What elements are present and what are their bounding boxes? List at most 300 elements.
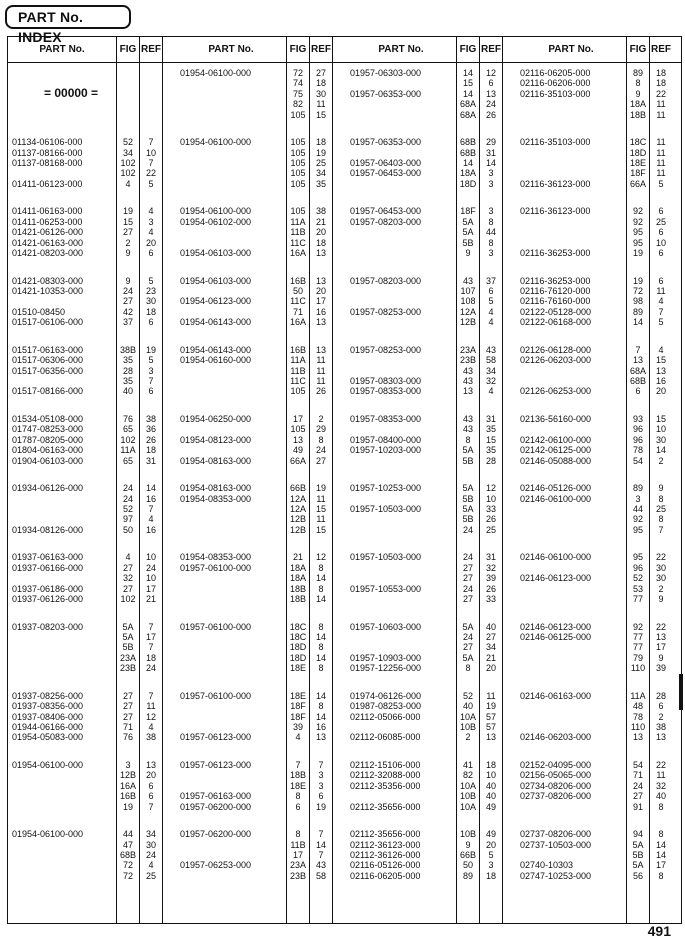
ref-number: 34 bbox=[485, 365, 496, 376]
ref-number: 13 bbox=[315, 248, 326, 258]
part-number: 02156-05065-000 bbox=[520, 770, 592, 781]
fig-number: 37 bbox=[122, 317, 133, 328]
fig-number: 105 bbox=[290, 386, 306, 397]
ref-number: 38 bbox=[315, 206, 326, 217]
fig-number: 7 bbox=[635, 344, 641, 355]
fig-number: 18A bbox=[289, 573, 306, 584]
ref-number: 21 bbox=[485, 652, 496, 663]
header-part-no: PART No. bbox=[208, 44, 254, 55]
fig-number: 18C bbox=[289, 632, 307, 642]
fig-number: 72 bbox=[632, 286, 643, 296]
fig-number: 16A bbox=[119, 780, 136, 791]
fig-number: 71 bbox=[122, 722, 133, 732]
ref-number: 7 bbox=[148, 504, 154, 514]
ref-number: 30 bbox=[655, 562, 666, 573]
fig-number: 47 bbox=[122, 839, 133, 850]
header-ref: REF bbox=[141, 44, 161, 55]
fig-number: 5A bbox=[632, 839, 644, 850]
fig-number: 15 bbox=[462, 78, 473, 89]
fig-number: 89 bbox=[632, 483, 643, 494]
part-number: 01957-08203-000 bbox=[350, 275, 422, 286]
fig-number: 66B bbox=[289, 483, 306, 494]
fig-number: 35 bbox=[122, 376, 133, 386]
ref-number: 7 bbox=[148, 158, 154, 168]
part-number: 01954-08353-000 bbox=[180, 493, 252, 504]
ref-number: 25 bbox=[485, 524, 496, 535]
ref-number: 7 bbox=[148, 137, 154, 148]
fig-number: 5A bbox=[462, 652, 474, 663]
ref-number: 13 bbox=[315, 732, 326, 743]
part-number: 02146-05088-000 bbox=[520, 455, 592, 466]
fig-number: 18D bbox=[289, 642, 307, 653]
part-number: 02116-36253-000 bbox=[520, 248, 591, 258]
fig-number: 43 bbox=[462, 376, 473, 386]
ref-number: 11 bbox=[316, 514, 326, 525]
fig-number: 9 bbox=[465, 248, 471, 258]
fig-number: 23B bbox=[459, 355, 476, 366]
part-number: 01957-06453-000 bbox=[350, 206, 422, 217]
fig-number: 71 bbox=[292, 306, 303, 317]
fig-number: 91 bbox=[632, 801, 643, 812]
ref-number: 7 bbox=[318, 829, 324, 840]
part-number: 01411-06123-000 bbox=[12, 178, 83, 189]
fig-number: 95 bbox=[632, 552, 643, 563]
ref-number: 13 bbox=[315, 344, 326, 355]
part-number: 01957-06200-000 bbox=[180, 829, 252, 840]
fig-number: 11A bbox=[630, 690, 646, 701]
ref-number: 6 bbox=[148, 791, 154, 802]
ref-number: 31 bbox=[485, 147, 496, 158]
part-number: 02116-06205-000 bbox=[350, 870, 421, 881]
fig-number: 24 bbox=[462, 583, 473, 594]
fig-number: 11C bbox=[290, 376, 306, 386]
fig-number: 75 bbox=[292, 88, 303, 99]
ref-number: 29 bbox=[315, 424, 326, 435]
ref-number: 16 bbox=[315, 722, 326, 732]
part-number: 01957-10253-000 bbox=[350, 483, 422, 494]
fig-number: 18F bbox=[290, 701, 306, 712]
ref-number: 12 bbox=[485, 483, 496, 494]
fig-number: 13 bbox=[292, 434, 303, 445]
part-number: 02142-06125-000 bbox=[520, 445, 592, 456]
fig-number: 12B bbox=[289, 514, 306, 525]
fig-number: 5A bbox=[632, 860, 644, 871]
ref-number: 8 bbox=[658, 493, 664, 504]
part-number: 02737-10503-000 bbox=[520, 839, 592, 850]
part-number: 02146-06100-000 bbox=[520, 552, 592, 563]
fig-number: 68B bbox=[119, 850, 136, 860]
fig-number: 5A bbox=[462, 216, 474, 227]
part-number: 02740-10303 bbox=[520, 860, 574, 871]
fig-number: 76 bbox=[122, 732, 133, 743]
ref-number: 4 bbox=[488, 317, 494, 328]
fig-number: 5A bbox=[462, 621, 474, 632]
part-number: 01954-06100-000 bbox=[180, 68, 252, 78]
ref-number: 6 bbox=[658, 248, 664, 258]
fig-number: 43 bbox=[462, 275, 473, 286]
part-number: 02122-06168-000 bbox=[520, 317, 592, 328]
ref-number: 33 bbox=[485, 594, 496, 604]
ref-number: 11 bbox=[656, 168, 666, 179]
ref-number: 18 bbox=[315, 78, 326, 89]
ref-number: 17 bbox=[145, 583, 156, 594]
ref-number: 3 bbox=[148, 216, 154, 227]
part-number: 01954-05083-000 bbox=[12, 732, 84, 743]
part-number: 01987-08253-000 bbox=[350, 701, 422, 712]
ref-number: 3 bbox=[488, 860, 494, 871]
ref-number: 2 bbox=[658, 455, 664, 466]
fig-number: 7 bbox=[295, 760, 301, 770]
part-number: 01957-06453-000 bbox=[350, 168, 422, 179]
fig-number: 24 bbox=[462, 552, 473, 563]
ref-number: 31 bbox=[485, 414, 496, 424]
ref-number: 19 bbox=[315, 483, 326, 494]
fig-number: 68A bbox=[459, 109, 476, 120]
fig-number: 13 bbox=[632, 732, 643, 743]
fig-number: 19 bbox=[122, 801, 133, 812]
fig-number: 23B bbox=[289, 870, 306, 881]
column-group-divider bbox=[162, 37, 163, 923]
ref-number: 12 bbox=[485, 68, 496, 78]
fig-number: 52 bbox=[122, 137, 133, 148]
fig-number: 65 bbox=[122, 455, 133, 466]
ref-number: 17 bbox=[145, 632, 156, 642]
fig-number: 11B bbox=[290, 227, 306, 238]
header-fig: FIG bbox=[289, 44, 307, 55]
fig-number: 18A bbox=[459, 168, 476, 179]
fig-number: 43 bbox=[462, 365, 473, 376]
fig-number: 3 bbox=[125, 760, 131, 770]
fig-number: 16A bbox=[289, 317, 306, 328]
ref-number: 11 bbox=[316, 376, 326, 386]
ref-number: 7 bbox=[318, 760, 324, 770]
fig-number: 72 bbox=[292, 68, 303, 78]
fig-number: 10B bbox=[459, 829, 476, 840]
fig-number: 105 bbox=[290, 147, 306, 158]
part-number: 02146-06203-000 bbox=[520, 732, 592, 743]
ref-number: 18 bbox=[315, 137, 326, 148]
ref-number: 10 bbox=[145, 552, 156, 563]
ref-number: 18 bbox=[145, 445, 156, 456]
ref-number: 4 bbox=[148, 206, 154, 217]
fig-number: 5A bbox=[462, 504, 474, 514]
ref-number: 7 bbox=[658, 306, 664, 317]
ref-number: 4 bbox=[658, 296, 664, 307]
part-number: 01787-08205-000 bbox=[12, 434, 84, 445]
fig-number: 14 bbox=[462, 158, 473, 168]
ref-number: 40 bbox=[485, 621, 496, 632]
fig-number: 77 bbox=[632, 642, 643, 653]
fig-number: 10A bbox=[459, 801, 476, 812]
fig-number: 24 bbox=[122, 286, 133, 296]
ref-number: 6 bbox=[148, 248, 154, 258]
fig-number: 8 bbox=[295, 829, 301, 840]
fig-number: 9 bbox=[635, 88, 641, 99]
fig-number: 42 bbox=[122, 306, 133, 317]
header-fig: FIG bbox=[119, 44, 137, 55]
part-number: 02122-05128-000 bbox=[520, 306, 592, 317]
part-number: 01937-06126-000 bbox=[12, 594, 84, 604]
fig-number: 27 bbox=[462, 642, 473, 653]
ref-number: 43 bbox=[315, 860, 326, 871]
ref-number: 35 bbox=[485, 445, 496, 456]
ref-number: 11 bbox=[656, 109, 666, 120]
part-number: 02116-35103-000 bbox=[520, 137, 591, 148]
fig-number: 24 bbox=[462, 632, 473, 642]
header-part-no: PART No. bbox=[39, 44, 85, 55]
ref-number: 37 bbox=[485, 275, 496, 286]
part-number: 02146-06100-000 bbox=[520, 493, 592, 504]
ref-number: 31 bbox=[145, 455, 156, 466]
fig-number: 79 bbox=[632, 652, 643, 663]
page-tab-marker bbox=[679, 674, 683, 710]
ref-number: 11 bbox=[656, 137, 666, 148]
fig-number: 13 bbox=[632, 355, 643, 366]
ref-number: 16 bbox=[145, 524, 156, 535]
fig-number: 92 bbox=[632, 514, 643, 525]
ref-number: 22 bbox=[655, 760, 666, 770]
fig-number: 49 bbox=[292, 445, 303, 456]
part-number: 01957-08353-000 bbox=[350, 414, 422, 424]
fig-number: 92 bbox=[632, 216, 643, 227]
fig-number: 18B bbox=[629, 109, 646, 120]
ref-number: 22 bbox=[655, 88, 666, 99]
part-number: 01954-08163-000 bbox=[180, 483, 252, 494]
ref-number: 2 bbox=[658, 711, 664, 722]
ref-number: 14 bbox=[485, 158, 496, 168]
part-number: 02737-08206-000 bbox=[520, 791, 592, 802]
ref-number: 57 bbox=[485, 722, 496, 732]
fig-number: 18F bbox=[290, 711, 306, 722]
ref-number: 15 bbox=[655, 414, 666, 424]
part-number: 01957-08253-000 bbox=[350, 344, 422, 355]
fig-number: 18E bbox=[289, 663, 306, 674]
ref-number: 40 bbox=[485, 791, 496, 802]
header-part-no: PART No. bbox=[548, 44, 594, 55]
fig-number: 5B bbox=[462, 455, 474, 466]
fig-number: 3 bbox=[635, 493, 641, 504]
ref-number: 33 bbox=[485, 504, 496, 514]
fig-number: 52 bbox=[122, 504, 133, 514]
part-number: 01957-10503-000 bbox=[350, 552, 422, 563]
ref-number: 26 bbox=[485, 514, 496, 525]
fig-number: 50 bbox=[292, 286, 303, 296]
part-number: 02116-35103-000 bbox=[520, 88, 591, 99]
ref-number: 8 bbox=[318, 434, 324, 445]
ref-number: 22 bbox=[145, 168, 156, 179]
ref-number: 6 bbox=[148, 317, 154, 328]
fig-number: 40 bbox=[462, 701, 473, 712]
part-number: 01944-06166-000 bbox=[12, 722, 84, 732]
fig-number: 68A bbox=[629, 365, 646, 376]
ref-number: 14 bbox=[315, 573, 326, 584]
ref-number: 20 bbox=[145, 770, 156, 781]
fig-number: 14 bbox=[462, 88, 473, 99]
fig-number: 27 bbox=[632, 791, 643, 802]
fig-number: 11A bbox=[290, 216, 306, 227]
fig-number: 18F bbox=[630, 168, 646, 179]
part-number: 01957-10503-000 bbox=[350, 504, 422, 514]
ref-number: 10 bbox=[655, 424, 666, 435]
ref-number: 57 bbox=[485, 711, 496, 722]
fig-number: 2 bbox=[125, 237, 131, 248]
fig-number: 89 bbox=[462, 870, 473, 881]
fig-number: 27 bbox=[122, 701, 133, 712]
ref-number: 20 bbox=[485, 663, 496, 674]
fig-number: 68B bbox=[459, 147, 476, 158]
ref-number: 3 bbox=[318, 770, 324, 781]
part-number: 02152-04095-000 bbox=[520, 760, 592, 770]
fig-number: 27 bbox=[122, 690, 133, 701]
ref-number: 20 bbox=[485, 839, 496, 850]
ref-number: 13 bbox=[485, 732, 496, 743]
part-number: 01957-08353-000 bbox=[350, 386, 422, 397]
part-number: 01137-08168-000 bbox=[12, 158, 83, 168]
fig-number: 12B bbox=[289, 524, 306, 535]
fig-number: 53 bbox=[632, 583, 643, 594]
ref-number: 30 bbox=[145, 296, 156, 307]
ref-number: 24 bbox=[145, 663, 156, 674]
ref-number: 7 bbox=[318, 850, 324, 860]
ref-number: 6 bbox=[318, 791, 324, 802]
fig-number: 18E bbox=[289, 780, 306, 791]
ref-number: 16 bbox=[145, 493, 156, 504]
part-number: 01421-08203-000 bbox=[12, 248, 84, 258]
part-number: 02146-05126-000 bbox=[520, 483, 592, 494]
part-number: 01954-06100-000 bbox=[180, 137, 252, 148]
part-number: 02734-08206-000 bbox=[520, 780, 592, 791]
part-number: 01954-08163-000 bbox=[180, 455, 252, 466]
part-number: 01957-06303-000 bbox=[350, 68, 422, 78]
ref-number: 4 bbox=[488, 386, 494, 397]
fig-number: 15 bbox=[122, 216, 133, 227]
fig-number: 11B bbox=[290, 839, 306, 850]
ref-number: 14 bbox=[315, 652, 326, 663]
fig-number: 2 bbox=[465, 732, 471, 743]
part-number: 01957-10903-000 bbox=[350, 652, 422, 663]
ref-number: 22 bbox=[655, 621, 666, 632]
header-ref: REF bbox=[651, 44, 671, 55]
part-number: 01937-08203-000 bbox=[12, 621, 84, 632]
ref-number: 29 bbox=[485, 137, 496, 148]
ref-number: 24 bbox=[145, 562, 156, 573]
ref-number: 9 bbox=[658, 594, 664, 604]
fig-number: 9 bbox=[465, 839, 471, 850]
part-number: 02126-06253-000 bbox=[520, 386, 592, 397]
fig-number: 66A bbox=[289, 455, 306, 466]
ref-number: 19 bbox=[485, 701, 496, 712]
part-number: 01957-08203-000 bbox=[350, 216, 422, 227]
fig-number: 44 bbox=[632, 504, 643, 514]
part-number: 01747-08253-000 bbox=[12, 424, 84, 435]
ref-number: 8 bbox=[658, 801, 664, 812]
fig-number: 23A bbox=[459, 344, 476, 355]
part-number: 02146-06123-000 bbox=[520, 573, 592, 584]
fig-number: 66A bbox=[629, 178, 646, 189]
ref-number: 8 bbox=[658, 829, 664, 840]
ref-number: 14 bbox=[315, 711, 326, 722]
ref-number: 21 bbox=[145, 594, 156, 604]
fig-number: 27 bbox=[122, 711, 133, 722]
fig-number: 14 bbox=[632, 317, 643, 328]
part-number: 02116-06206-000 bbox=[520, 78, 591, 89]
ref-number: 27 bbox=[315, 455, 326, 466]
fig-number: 17 bbox=[292, 850, 303, 860]
ref-number: 14 bbox=[315, 839, 326, 850]
ref-number: 5 bbox=[488, 296, 494, 307]
fig-number: 94 bbox=[632, 829, 643, 840]
fig-number: 105 bbox=[290, 206, 306, 217]
fig-number: 18D bbox=[459, 178, 477, 189]
part-number: 02116-36123-000 bbox=[520, 178, 591, 189]
ref-number: 30 bbox=[655, 434, 666, 445]
fig-number: 18D bbox=[289, 652, 307, 663]
fig-number: 72 bbox=[122, 860, 133, 871]
ref-number: 3 bbox=[488, 168, 494, 179]
ref-number: 24 bbox=[315, 445, 326, 456]
part-number: 01937-06186-000 bbox=[12, 583, 84, 594]
part-number: 01957-06403-000 bbox=[350, 158, 422, 168]
fig-number: 5B bbox=[462, 493, 474, 504]
part-number: 01517-06163-000 bbox=[12, 344, 84, 355]
ref-number: 32 bbox=[655, 780, 666, 791]
ref-number: 12 bbox=[315, 552, 326, 563]
ref-number: 18 bbox=[655, 68, 666, 78]
fig-number: 105 bbox=[290, 178, 306, 189]
ref-number: 8 bbox=[318, 642, 324, 653]
fig-number: 6 bbox=[295, 801, 301, 812]
ref-number: 8 bbox=[318, 701, 324, 712]
fig-number: 16B bbox=[289, 344, 306, 355]
ref-number: 14 bbox=[145, 483, 156, 494]
ref-number: 7 bbox=[148, 642, 154, 653]
ref-number: 11 bbox=[316, 365, 326, 376]
fig-number: 5B bbox=[462, 237, 474, 248]
ref-number: 25 bbox=[315, 158, 326, 168]
ref-number: 10 bbox=[485, 493, 496, 504]
fig-number: 54 bbox=[632, 760, 643, 770]
fig-number: 48 bbox=[632, 701, 643, 712]
fig-number: 18A bbox=[289, 562, 306, 573]
fig-number: 18B bbox=[289, 583, 306, 594]
fig-number: 19 bbox=[632, 275, 643, 286]
ref-number: 18 bbox=[655, 78, 666, 89]
fig-number: 92 bbox=[632, 206, 643, 217]
ref-number: 34 bbox=[145, 829, 156, 840]
ref-number: 25 bbox=[145, 870, 156, 881]
ref-number: 8 bbox=[318, 663, 324, 674]
fig-number: 8 bbox=[635, 78, 641, 89]
part-number: 01517-06106-000 bbox=[12, 317, 84, 328]
ref-number: 11 bbox=[316, 99, 326, 110]
ref-number: 43 bbox=[485, 344, 496, 355]
part-number: 02116-05126-000 bbox=[350, 860, 421, 871]
ref-number: 36 bbox=[145, 424, 156, 435]
ref-number: 11 bbox=[316, 493, 326, 504]
part-number: 01957-10203-000 bbox=[350, 445, 422, 456]
part-number: 01954-06143-000 bbox=[180, 317, 252, 328]
fig-number: 72 bbox=[122, 870, 133, 881]
fig-number: 68A bbox=[459, 99, 476, 110]
ref-number: 7 bbox=[148, 801, 154, 812]
ref-number: 4 bbox=[148, 860, 154, 871]
ref-number: 38 bbox=[145, 414, 156, 424]
part-number: 01957-06353-000 bbox=[350, 88, 422, 99]
part-number: 01517-08166-000 bbox=[12, 386, 84, 397]
ref-number: 6 bbox=[488, 78, 494, 89]
ref-number: 38 bbox=[145, 732, 156, 743]
part-number: 01957-06100-000 bbox=[180, 562, 252, 573]
